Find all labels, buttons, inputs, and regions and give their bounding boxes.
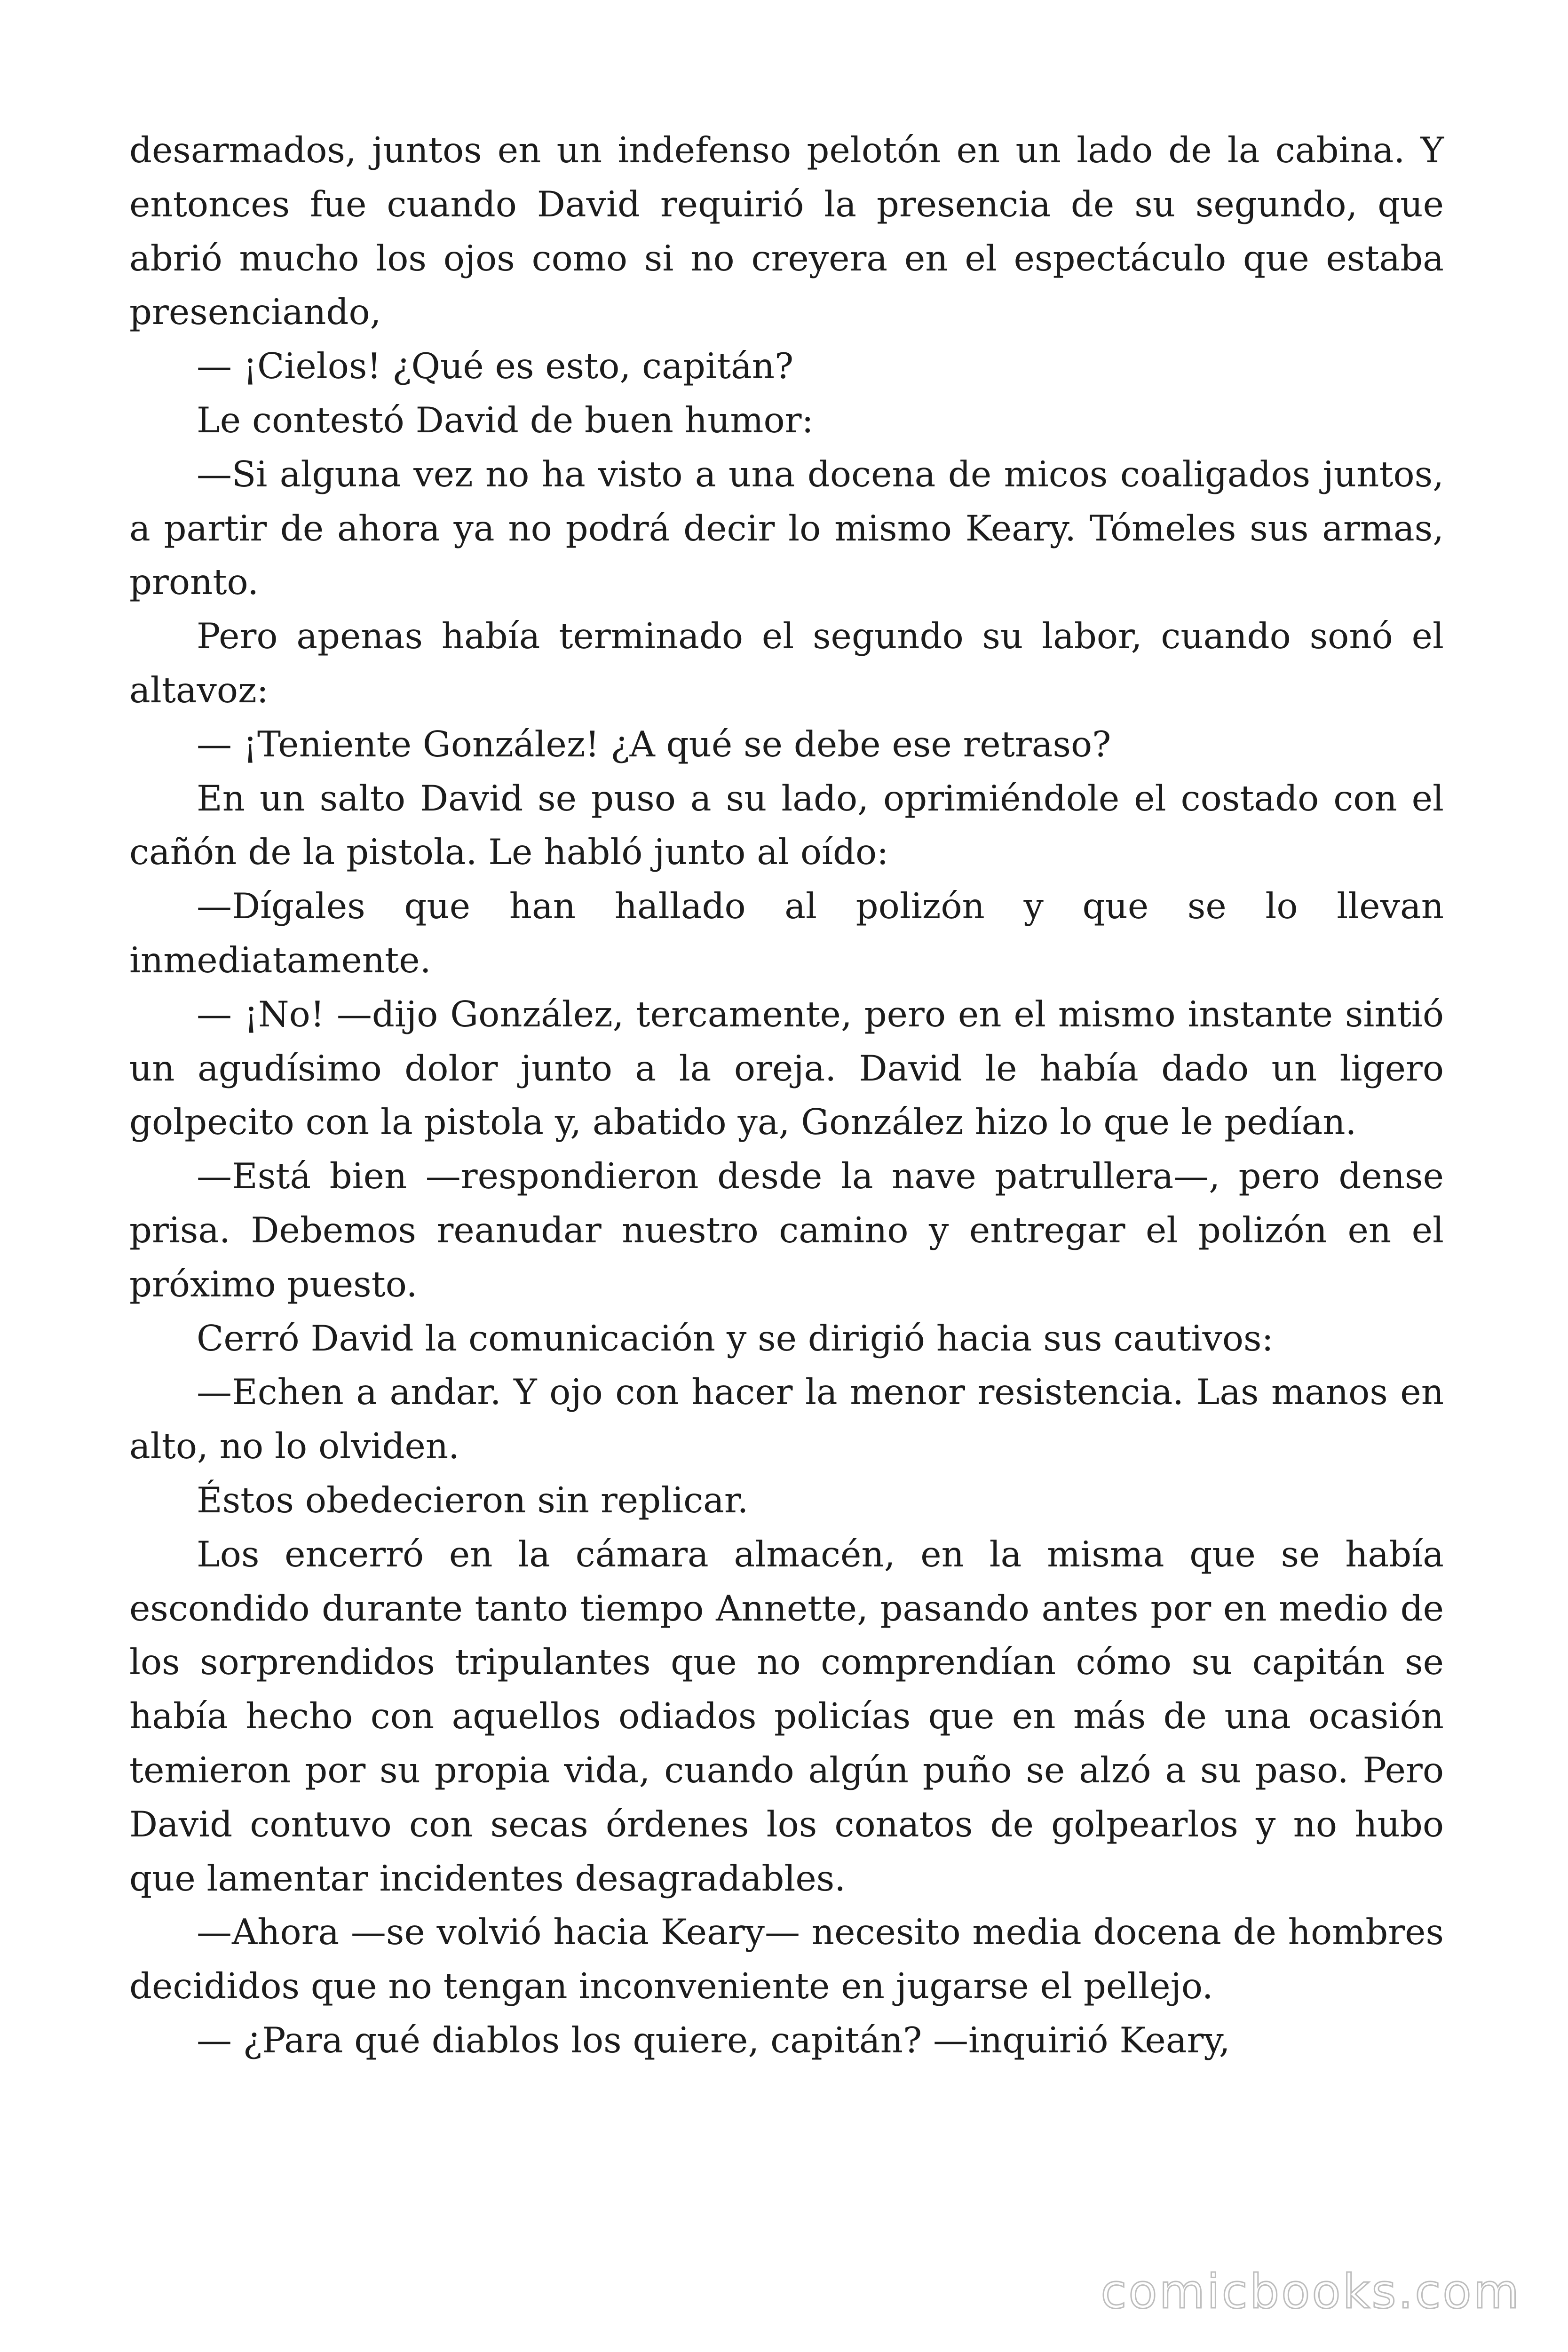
paragraph-7: En un salto David se puso a su lado, oprimiéndole el costado con el cañón de la pistola. Le habló junto al oído: [129,777,1444,873]
paragraph-14: Los encerró en la cámara almacén, en la misma que se había escondido durante tanto tiempo Annette, pasando antes por en medio de los sorprendidos tripulantes que no comprendían cómo su capitán se había hecho con aquellos odiados policías que en más de una ocasión temieron por su propia vida, cuando algún puño se alzó a su paso. Pero David contuvo con secas órdenes los conatos de golpearlos y no hubo que lamentar incidentes desagradables. [129,1533,1444,1899]
paragraph-6: — ¡Teniente González! ¿A qué se debe ese retraso? [197,723,1111,765]
paragraph-9: — ¡No! —dijo González, tercamente, pero en el mismo instante sintió un agudísimo dolor junto a la oreja. David le había dado un ligero golpecito con la pistola y, abatido ya, González hizo lo que le pedían. [129,993,1444,1143]
watermark: comicbooks.com [1101,2264,1521,2319]
paragraph-2: — ¡Cielos! ¿Qué es esto, capitán? [197,345,794,387]
paragraph-12: —Echen a andar. Y ojo con hacer la menor resistencia. Las manos en alto, no lo olviden. [129,1371,1444,1467]
paragraph-3: Le contestó David de buen humor: [197,399,814,441]
paragraph-10: —Está bien —respondieron desde la nave patrullera—, pero dense prisa. Debemos reanudar nuestro camino y entregar el polizón en el próximo puesto. [129,1155,1444,1305]
paragraph-5: Pero apenas había terminado el segundo su labor, cuando sonó el altavoz: [129,615,1444,711]
paragraph-4: —Si alguna vez no ha visto a una docena de micos coaligados juntos, a partir de ahora ya no podrá decir lo mismo Keary. Tómeles sus armas, pronto. [129,453,1444,603]
paragraph-13: Éstos obedecieron sin replicar. [197,1479,749,1521]
paragraph-1: desarmados, juntos en un indefenso pelotón en un lado de la cabina. Y entonces fue cuando David requirió la presencia de su segundo, que abrió mucho los ojos como si no creyera en el espectáculo que estaba presenciando, [129,129,1444,333]
paragraph-15: —Ahora —se volvió hacia Keary— necesito media docena de hombres decididos que no tengan inconveniente en jugarse el pellejo. [129,1911,1444,2007]
paragraph-11: Cerró David la comunicación y se dirigió hacia sus cautivos: [197,1317,1274,1359]
book-page-text [129,123,1444,2067]
paragraph-8: —Dígales que han hallado al polizón y que se lo llevan inmediatamente. [129,885,1444,981]
paragraph-16: — ¿Para qué diablos los quiere, capitán? —inquirió Keary, [197,2019,1230,2061]
